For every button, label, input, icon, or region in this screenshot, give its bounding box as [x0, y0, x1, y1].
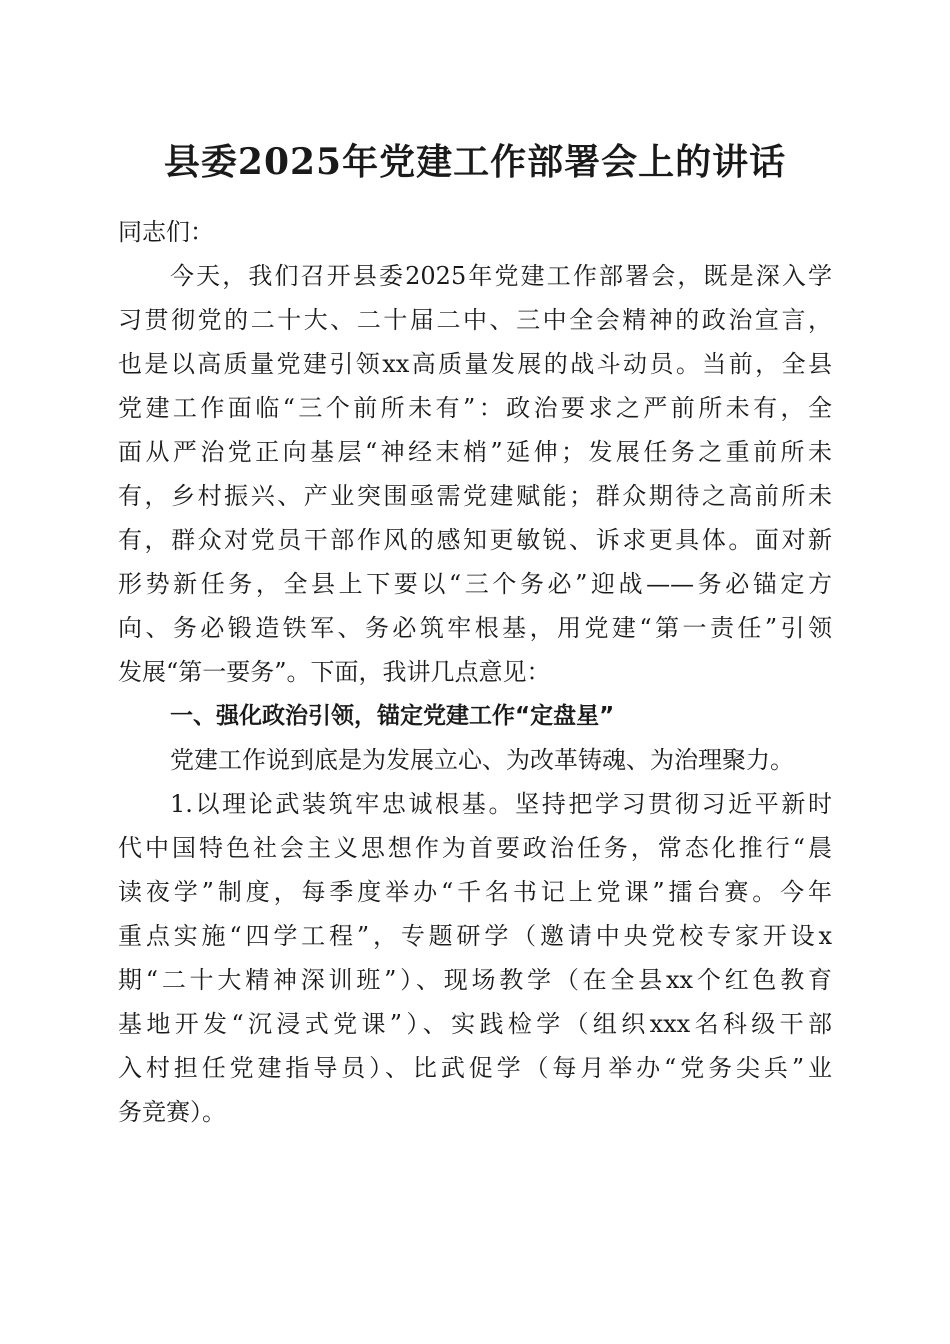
text-line: 习贯彻党的二十大、二十届二中、三中全会精神的政治宣言，	[118, 306, 832, 334]
salutation: 同志们：	[118, 218, 214, 246]
text-line: 党建工作面临“三个前所未有”：政治要求之严前所未有，全	[118, 394, 832, 422]
document-body	[118, 210, 832, 1134]
paragraph-section-lead: 党建工作说到底是为发展立心、为改革铸魂、为治理聚力。	[170, 746, 794, 774]
text-line: 也是以高质量党建引领xx高质量发展的战斗动员。当前，全县	[118, 350, 832, 378]
text-line: 发展“第一要务”。下面，我讲几点意见：	[118, 658, 551, 686]
text-line: 基地开发“沉浸式党课”）、实践检学（组织xxx名科级干部	[118, 1010, 832, 1038]
text-line: 向、务必锻造铁军、务必筑牢根基，用党建“第一责任”引领	[118, 614, 832, 642]
text-line: 1.以理论武装筑牢忠诚根基。坚持把学习贯彻习近平新时	[170, 790, 832, 818]
text-line: 重点实施“四学工程”，专题研学（邀请中央党校专家开设x	[118, 922, 832, 950]
section-heading-1: 一、强化政治引领，锚定党建工作“定盘星”	[170, 703, 615, 729]
text-line: 读夜学”制度，每季度举办“千名书记上党课”擂台赛。今年	[118, 878, 832, 906]
paragraph-intro	[118, 254, 832, 694]
text-line: 今天，我们召开县委2025年党建工作部署会，既是深入学	[170, 262, 832, 290]
text-line: 形势新任务，全县上下要以“三个务必”迎战——务必锚定方	[118, 570, 832, 598]
text-line: 入村担任党建指导员）、比武促学（每月举办“党务尖兵”业	[118, 1054, 832, 1082]
text-line: 面从严治党正向基层“神经末梢”延伸；发展任务之重前所未	[118, 438, 832, 466]
document-title: 县委2025年党建工作部署会上的讲话	[163, 141, 787, 183]
text-line: 务竞赛）。	[118, 1098, 226, 1126]
paragraph-item-1	[118, 782, 832, 1134]
text-line: 有，乡村振兴、产业突围亟需党建赋能；群众期待之高前所未	[118, 482, 832, 510]
text-line: 有，群众对党员干部作风的感知更敏锐、诉求更具体。面对新	[118, 526, 832, 554]
text-line: 代中国特色社会主义思想作为首要政治任务，常态化推行“晨	[118, 834, 832, 862]
text-line: 期“二十大精神深训班”）、现场教学（在全县xx个红色教育	[118, 966, 832, 994]
